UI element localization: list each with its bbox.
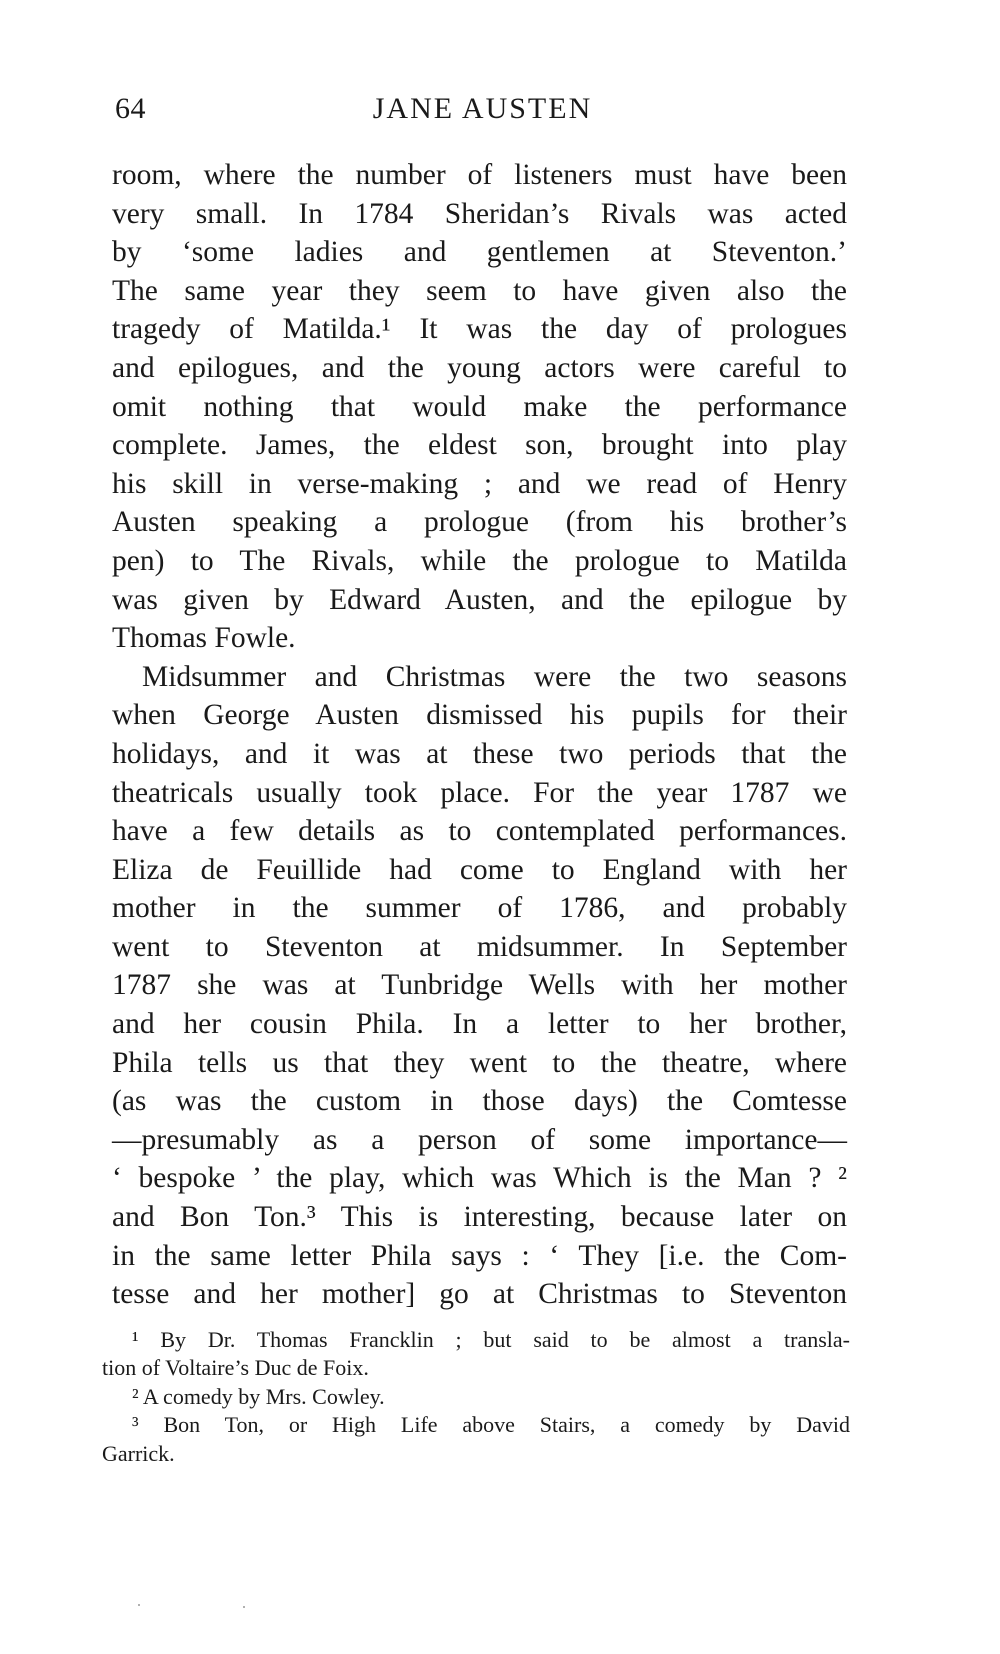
running-head: JANE AUSTEN [372, 92, 593, 125]
text-line: was given by Edward Austen, and the epilogue by [112, 583, 847, 616]
text-line: omit nothing that would make the performance [112, 390, 847, 423]
footnote-line: ¹ By Dr. Thomas Francklin ; but said to be almost a transla- [132, 1327, 850, 1352]
text-line: and her cousin Phila. In a letter to her brother, [112, 1008, 847, 1041]
text-line: mother in the summer of 1786, and probably [112, 892, 847, 925]
body-text [112, 156, 847, 1314]
text-line: tragedy of Matilda.¹ It was the day of prologues [112, 313, 847, 346]
text-line: theatricals usually took place. For the year 1787 we [112, 776, 847, 809]
text-line: (as was the custom in those days) the Comtesse [112, 1085, 847, 1118]
text-line: and epilogues, and the young actors were careful to [112, 351, 847, 384]
text-line: in the same letter Phila says : ‘ They [i.e. the Com- [112, 1239, 847, 1272]
scan-speck [138, 1604, 140, 1606]
text-line: Thomas Fowle. [112, 622, 296, 655]
footnote-line: ³ Bon Ton, or High Life above Stairs, a comedy by David [132, 1412, 850, 1438]
text-line: The same year they seem to have given also the [112, 274, 847, 307]
scan-speck [243, 1606, 245, 1608]
text-line: by ‘some ladies and gentlemen at Steventon.’ [112, 236, 847, 269]
text-line: pen) to The Rivals, while the prologue to Matilda [112, 544, 847, 577]
text-line: complete. James, the eldest son, brought into play [112, 429, 847, 462]
text-line: room, where the number of listeners must have been [112, 159, 847, 191]
footnote-line: tion of Voltaire’s Duc de Foix. [102, 1355, 369, 1381]
text-line: when George Austen dismissed his pupils for their [112, 699, 847, 732]
text-line: tesse and her mother] go at Christmas to Steventon [112, 1278, 847, 1311]
text-line: Midsummer and Christmas were the two seasons [142, 660, 847, 693]
text-line: ‘ bespoke ’ the play, which was Which is the Man ? ² [112, 1162, 847, 1195]
text-line: Eliza de Feuillide had come to England with her [112, 853, 847, 886]
footnote-line: Garrick. [102, 1440, 175, 1466]
text-line: holidays, and it was at these two periods that the [112, 737, 847, 770]
text-line: his skill in verse-making ; and we read of Henry [112, 467, 847, 500]
text-line: went to Steventon at midsummer. In September [112, 930, 847, 963]
footnote-line: ² A comedy by Mrs. Cowley. [132, 1383, 385, 1409]
text-line: —presumably as a person of some importance— [112, 1123, 847, 1156]
text-line: 1787 she was at Tunbridge Wells with her mother [112, 969, 847, 1002]
text-line: Austen speaking a prologue (from his brother’s [112, 506, 847, 539]
page-number: 64 [115, 92, 146, 125]
page-header [115, 92, 850, 140]
footnotes [102, 1326, 850, 1468]
text-line: have a few details as to contemplated performances. [112, 815, 847, 848]
text-line: Phila tells us that they went to the theatre, where [112, 1046, 847, 1079]
text-line: and Bon Ton.³ This is interesting, because later on [112, 1201, 847, 1234]
text-line: very small. In 1784 Sheridan’s Rivals was acted [112, 197, 847, 230]
